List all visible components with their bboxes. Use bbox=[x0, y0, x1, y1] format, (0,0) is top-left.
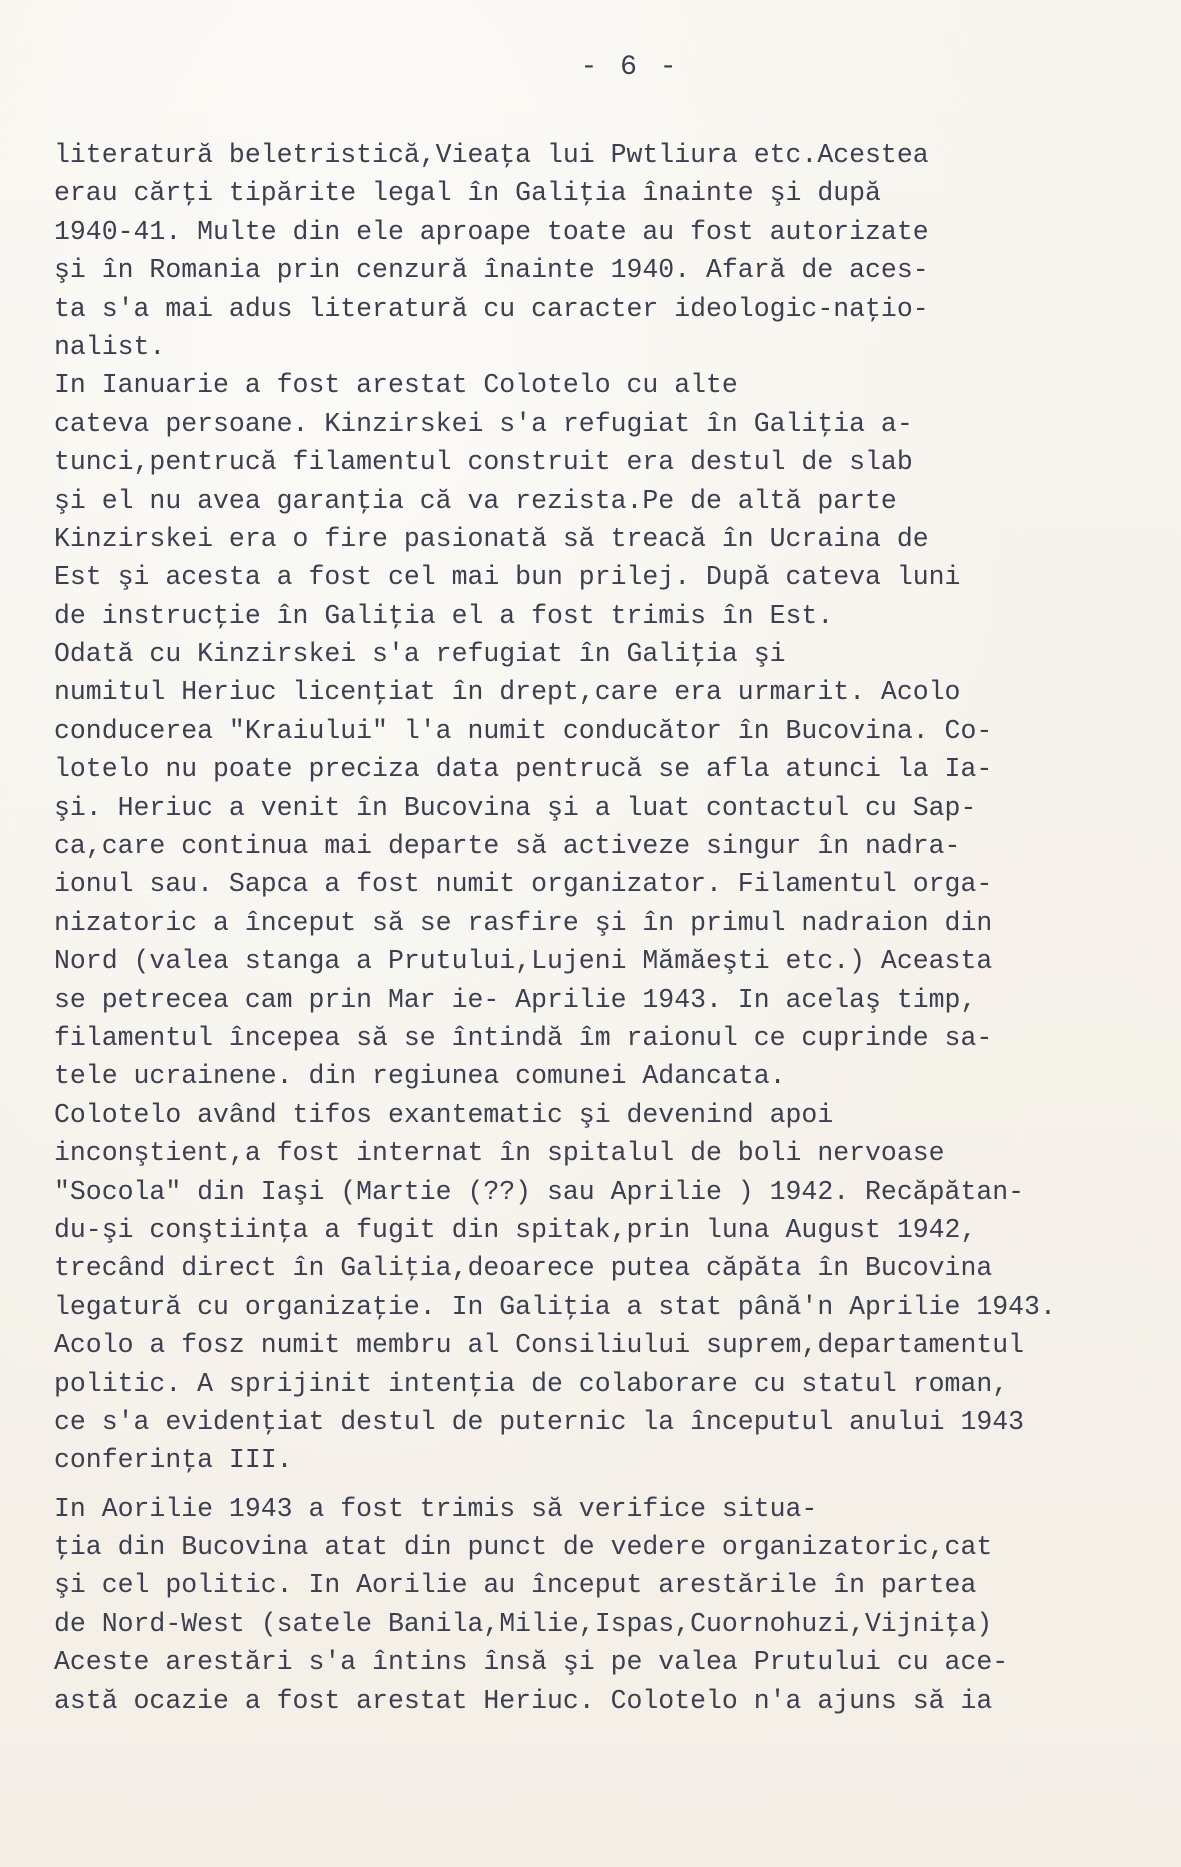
text-line: Kinzirskei era o fire pasionată să treacă în Ucraina de bbox=[54, 523, 929, 554]
text-line: politic. A sprijinit intenţia de colaborare cu statul roman, bbox=[54, 1368, 1009, 1399]
text-line: lotelo nu poate preciza data pentrucă se afla atunci la Ia- bbox=[54, 754, 993, 785]
text-line: şi cel politic. In Aorilie au început arestările în partea bbox=[54, 1570, 977, 1601]
typed-text-body bbox=[54, 136, 1134, 1720]
text-line: ca,care continua mai departe să activeze singur în nadra- bbox=[54, 831, 961, 862]
text-line: şi el nu avea garanţia că va rezista.Pe de altă parte bbox=[54, 485, 897, 516]
page-number: - 6 - bbox=[580, 52, 680, 83]
text-line: cateva persoane. Kinzirskei s'a refugiat în Galiţia a- bbox=[54, 408, 913, 439]
text-line: trecând direct în Galiţia,deoarece putea căpăta în Bucovina bbox=[54, 1253, 993, 1284]
text-line: conducerea "Kraiului" l'a numit conducător în Bucovina. Co- bbox=[54, 715, 993, 746]
text-line: Nord (valea stanga a Prutului,Lujeni Mămăeşti etc.) Aceasta bbox=[54, 946, 993, 977]
text-line: şi. Heriuc a venit în Bucovina şi a luat contactul cu Sap- bbox=[54, 792, 977, 823]
text-line: "Socola" din Iaşi (Martie (??) sau Aprilie ) 1942. Recăpătan- bbox=[54, 1176, 1025, 1207]
text-line: ce s'a evidenţiat destul de puternic la începutul anului 1943 bbox=[54, 1406, 1025, 1437]
text-line: du-şi conştiinţa a fugit din spitak,prin luna August 1942, bbox=[54, 1214, 977, 1245]
text-line: Aceste arestări s'a întins însă şi pe valea Prutului cu ace- bbox=[54, 1647, 1009, 1678]
text-line: In Ianuarie a fost arestat Colotelo cu alte bbox=[54, 370, 738, 401]
text-line: tele ucrainene. din regiunea comunei Adancata. bbox=[54, 1061, 786, 1092]
text-line: inconştient,a fost internat în spitalul de boli nervoase bbox=[54, 1138, 945, 1169]
text-line: ţia din Bucovina atat din punct de vedere organizatoric,cat bbox=[54, 1532, 993, 1563]
text-line: conferinţa III. bbox=[54, 1445, 293, 1476]
text-line: Acolo a fosz numit membru al Consiliului suprem,departamentul bbox=[54, 1330, 1025, 1361]
paragraph-gap bbox=[54, 1480, 1134, 1490]
text-line: astă ocazie a fost arestat Heriuc. Colotelo n'a ajuns să ia bbox=[54, 1685, 993, 1716]
text-line: legatură cu organizaţie. In Galiţia a stat până'n Aprilie 1943. bbox=[54, 1291, 1056, 1322]
text-line: Colotelo având tifos exantematic şi devenind apoi bbox=[54, 1099, 834, 1130]
text-line: şi în Romania prin cenzură înainte 1940. Afară de aces- bbox=[54, 255, 929, 286]
text-line: In Aorilie 1943 a fost trimis să verifice situa- bbox=[54, 1493, 818, 1524]
text-line: numitul Heriuc licenţiat în drept,care era urmarit. Acolo bbox=[54, 677, 961, 708]
text-line: Est şi acesta a fost cel mai bun prilej. După cateva luni bbox=[54, 562, 961, 593]
text-line: de instrucţie în Galiţia el a fost trimis în Est. bbox=[54, 600, 834, 631]
text-line: 1940-41. Multe din ele aproape toate au fost autorizate bbox=[54, 216, 929, 247]
text-line: ionul sau. Sapca a fost numit organizator. Filamentul orga- bbox=[54, 869, 993, 900]
text-line: tunci,pentrucă filamentul construit era destul de slab bbox=[54, 447, 913, 478]
text-line: nalist. bbox=[54, 331, 166, 362]
text-line: de Nord-West (satele Banila,Milie,Ispas,Cuornohuzi,Vijniţa) bbox=[54, 1608, 993, 1639]
text-line: erau cărţi tipărite legal în Galiţia înainte şi după bbox=[54, 178, 881, 209]
text-line: literatură beletristică,Vieaţa lui Pwtliura etc.Acestea bbox=[54, 140, 929, 170]
text-line: filamentul începea să se întindă îm raionul ce cuprinde sa- bbox=[54, 1022, 993, 1053]
text-line: ta s'a mai adus literatură cu caracter ideologic-naţio- bbox=[54, 293, 929, 324]
text-line: nizatoric a început să se rasfire şi în primul nadraion din bbox=[54, 907, 993, 938]
text-line: Odată cu Kinzirskei s'a refugiat în Galiţia şi bbox=[54, 639, 786, 670]
text-line: se petrecea cam prin Mar ie- Aprilie 1943. In acelaş timp, bbox=[54, 984, 977, 1015]
